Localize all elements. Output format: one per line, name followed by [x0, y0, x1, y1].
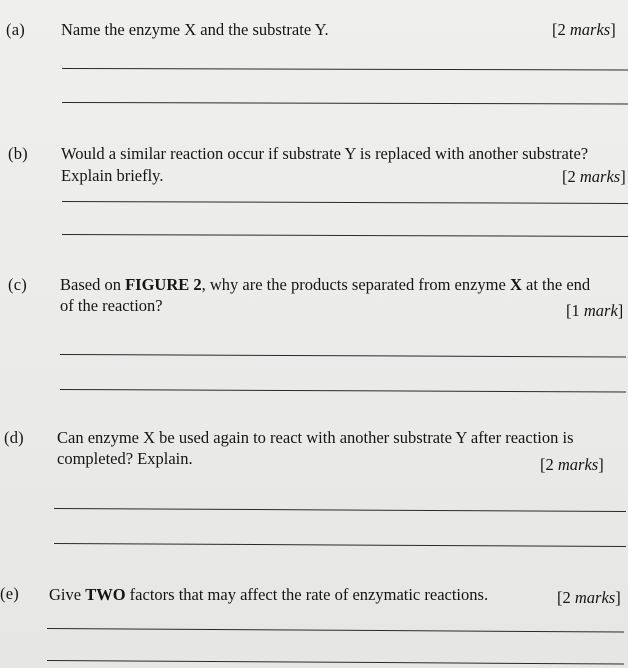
answer-line[interactable]: [54, 543, 626, 547]
question-text-line-2: Explain briefly.: [61, 166, 164, 185]
marks-badge: [2 marks]: [552, 20, 616, 39]
question-text-line-2: completed? Explain.: [57, 449, 193, 468]
marks-badge: [2 marks]: [562, 167, 626, 186]
answer-line[interactable]: [47, 660, 624, 665]
question-label: (e): [0, 584, 19, 603]
question-text: Give TWO factors that may affect the rate of enzymatic reactions.: [49, 585, 489, 604]
question-text-line-1: Based on FIGURE 2, why are the products separated from enzyme X at the end: [60, 275, 591, 294]
answer-line[interactable]: [47, 628, 624, 633]
answer-line[interactable]: [62, 201, 628, 204]
question-label: (b): [8, 144, 28, 163]
question-label: (a): [6, 20, 25, 39]
question-label: (c): [8, 275, 27, 294]
question-text-line-1: Would a similar reaction occur if substrate Y is replaced with another substrate?: [61, 144, 589, 163]
marks-badge: [2 marks]: [557, 588, 621, 607]
question-text: Name the enzyme X and the substrate Y.: [61, 20, 329, 39]
answer-line[interactable]: [62, 234, 628, 237]
answer-line[interactable]: [62, 68, 628, 71]
answer-line[interactable]: [54, 508, 626, 512]
question-text-line-1: Can enzyme X be used again to react with another substrate Y after reaction is: [57, 428, 574, 447]
marks-badge: [1 mark]: [566, 301, 624, 320]
answer-line[interactable]: [60, 354, 626, 358]
marks-badge: [2 marks]: [540, 455, 604, 474]
question-text-line-2: of the reaction?: [60, 296, 163, 315]
answer-line[interactable]: [60, 389, 626, 393]
answer-line[interactable]: [62, 102, 628, 105]
question-label: (d): [4, 428, 24, 447]
